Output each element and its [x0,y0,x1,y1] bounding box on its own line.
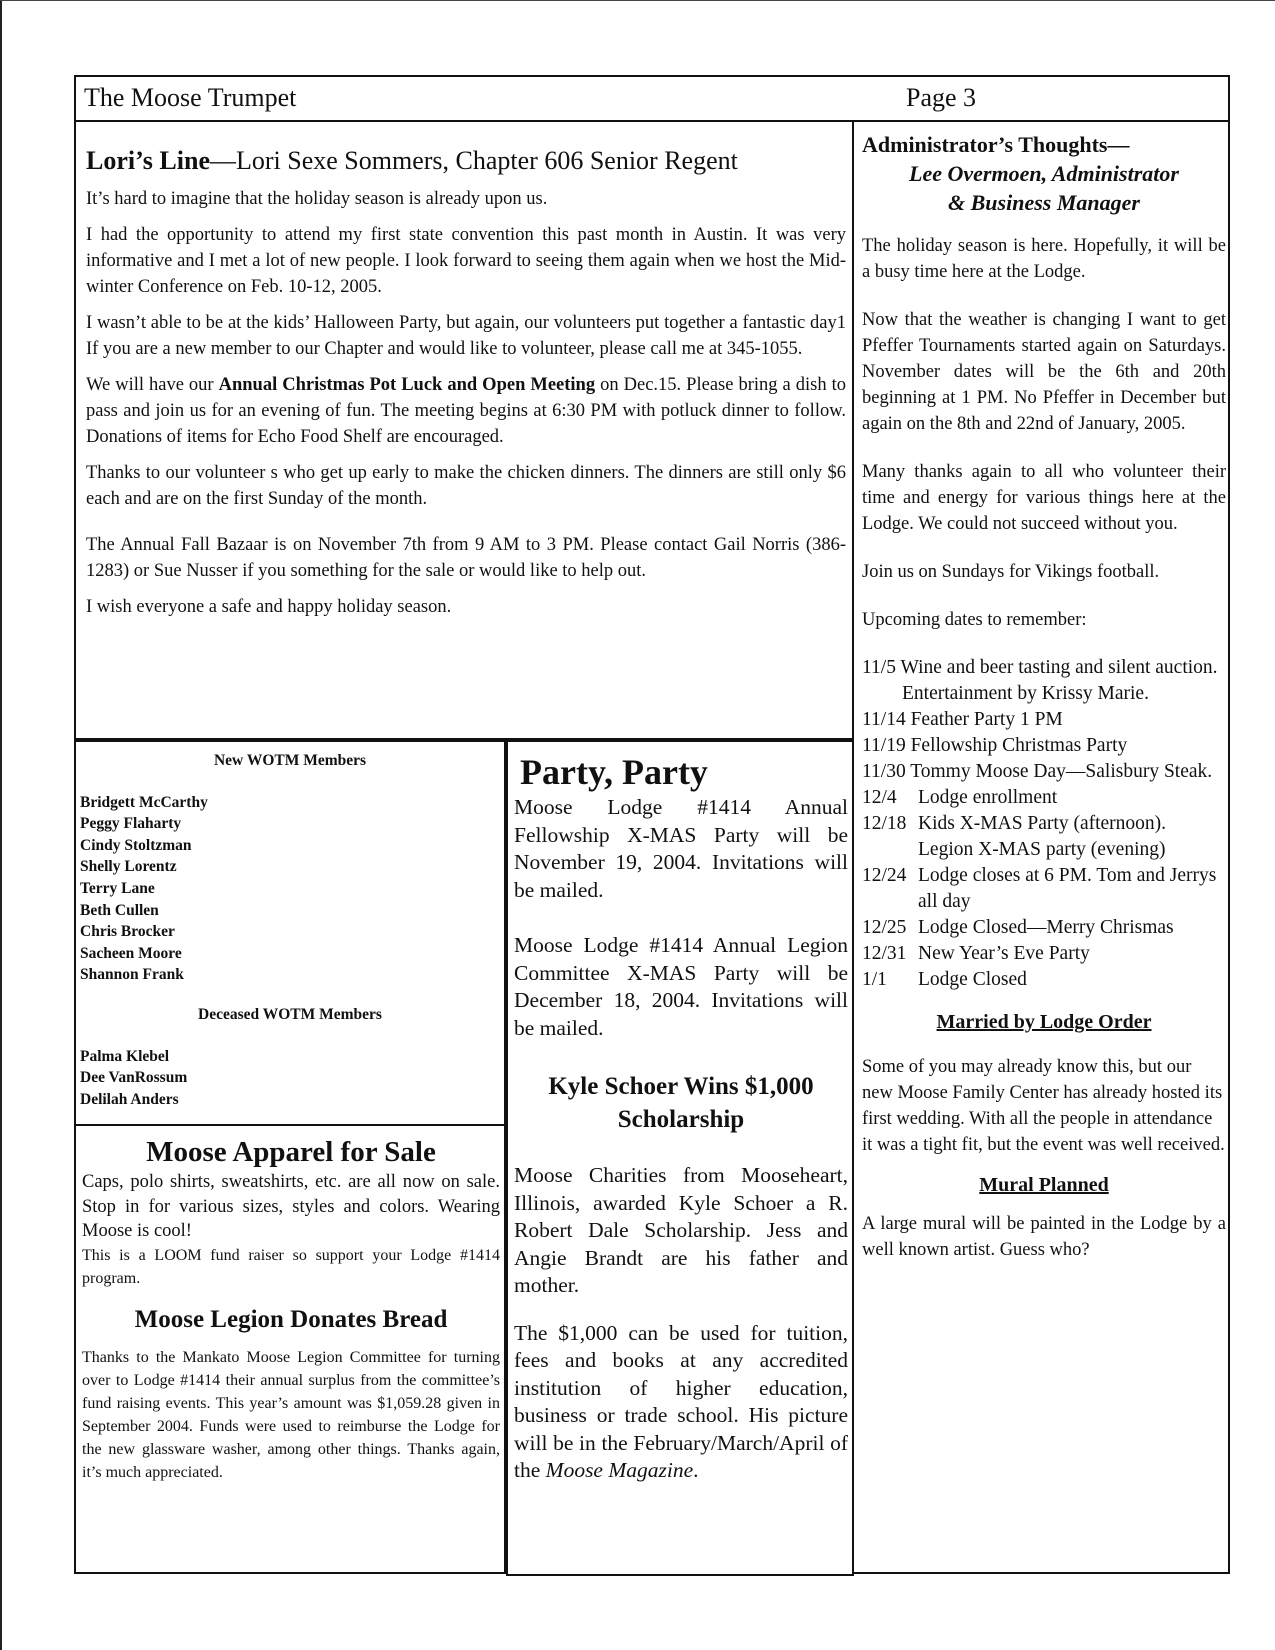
admin-paragraph-2: Now that the weather is changing I want to get Pfeffer Tournaments started again on Saturdays. November dates will be the 6th and 20th beginning at 1 PM. No Pfeffer in December but again on the 8th and 22nd of January, 2005. [862,310,1226,434]
loris-paragraph-3: I wasn’t able to be at the kids’ Halloween Party, but again, our volunteers put together a fantastic day1 If you are a new member to our Chapter and would like to volunteer, please call me at 345-1055. [86,313,846,359]
date-label: 12/4 [862,787,897,808]
loris-p4-post: on Dec.15. Please bring a dish to pass and join us for an evening of fun. The meeting begins at 6:30 PM with potluck dinner to follow. Donations of items for Echo Food Shelf are encouraged. [86,375,846,447]
scholarship-paragraph-1: Moose Charities from Mooseheart, Illinois, awarded Kyle Schoer a R. Robert Dale Scholarship. Jess and Angie Brandt are his father and mother. [514,1163,848,1297]
date-text: Lodge Closed—Merry Chrismas [918,917,1174,938]
date-item [862,863,1226,915]
member-name: Terry Lane [80,879,155,897]
date-text: Lodge enrollment [918,787,1058,808]
loris-p4-pre: We will have our [86,375,219,395]
date-item: 11/14 Feather Party 1 PM [862,709,1063,730]
apparel-heading: Moose Apparel for Sale [146,1136,436,1168]
page-edge [0,0,2,1650]
date-label: 12/24 [862,865,907,886]
member-name: Cindy Stoltzman [80,836,192,854]
scholarship-heading: Kyle Schoer Wins $1,000 Scholarship [548,1073,814,1133]
loris-paragraph-5: Thanks to our volunteer s who get up early to make the chicken dinners. The dinners are still only $6 each and are on the first Sunday of the month. [86,463,846,509]
date-item [862,941,1226,967]
member-name: Shelly Lorentz [80,858,177,876]
newsletter-title: The Moose Trumpet [84,83,297,112]
admin-heading: Administrator’s Thoughts— [862,132,1130,157]
date-label: 12/25 [862,917,907,938]
member-name: Sacheen Moore [80,944,182,962]
admin-paragraph-4: Join us on Sundays for Vikings football. [862,562,1160,582]
date-item: 11/19 Fellowship Christmas Party [862,735,1128,756]
date-item [862,967,1226,993]
loris-paragraph-2: I had the opportunity to attend my first state convention this past month in Austin. It was very informative and I met a lot of new people. I look forward to seeing them again when we host the Mid-winter Conference on Feb. 10-12, 2005. [86,225,846,297]
date-label: 12/31 [862,943,907,964]
mural-text: A large mural will be painted in the Lodge by a well known artist. Guess who? [862,1214,1226,1260]
page-number: Page 3 [906,83,977,112]
loris-paragraph-7: I wish everyone a safe and happy holiday season. [86,597,452,617]
mural-heading: Mural Planned [979,1174,1109,1196]
scholarship-paragraph-2 [514,1320,848,1485]
date-item [862,915,1226,941]
date-label: 1/1 [862,969,887,990]
loris-paragraph-1: It’s hard to imagine that the holiday season is already upon us. [86,189,548,209]
dates-intro: Upcoming dates to remember: [862,610,1087,630]
loris-line-title: Lori’s Line [86,146,210,175]
magazine-name: Moose Magazine [545,1458,694,1482]
admin-byline: Lee Overmoen, Administrator [909,161,1179,186]
party-heading: Party, Party [520,752,708,792]
party-article [506,740,854,1576]
member-name: Bridgett McCarthy [80,793,208,811]
bread-heading: Moose Legion Donates Bread [134,1305,448,1333]
newsletter-header [74,75,1230,122]
member-name: Peggy Flaharty [80,815,182,833]
member-name: Beth Cullen [80,901,159,919]
date-item [862,785,1226,811]
party-paragraph-2: Moose Lodge #1414 Annual Legion Committee X-MAS Party will be December 18, 2004. Invitations will be mailed. [514,933,848,1040]
loris-line-author: —Lori Sexe Sommers, Chapter 606 Senior Regent [209,146,738,175]
married-heading: Married by Lodge Order [936,1011,1152,1033]
loris-paragraph-6: The Annual Fall Bazaar is on November 7th from 9 AM to 3 PM. Please contact Gail Norris (386-1283) or Sue Nusser if you something for the sale or would like to help out. [86,535,846,581]
deceased-member-name: Palma Klebel [80,1047,170,1065]
member-name: Chris Brocker [80,923,175,941]
deceased-member-name: Delilah Anders [80,1090,179,1108]
date-text: New Year’s Eve Party [918,943,1090,964]
loris-paragraph-4 [86,372,846,450]
potluck-highlight: Annual Christmas Pot Luck and Open Meeting [218,375,596,395]
admin-paragraph-3: Many thanks again to all who volunteer their time and energy for various things here at the Lodge. We could not succeed without you. [862,462,1226,534]
scholarship-p2-post: . [693,1458,699,1482]
new-members-heading: New WOTM Members [213,752,367,769]
deceased-member-name: Dee VanRossum [80,1069,188,1087]
admin-paragraph-1: The holiday season is here. Hopefully, it will be a busy time here at the Lodge. [862,236,1226,282]
upcoming-dates-list [862,655,1226,993]
date-item [862,811,1226,863]
date-text: Lodge Closed [918,969,1027,990]
loris-line-article [74,120,854,740]
wotm-members-box [74,740,506,1126]
admin-byline-2: & Business Manager [948,190,1140,215]
date-label: 12/18 [862,813,907,834]
deceased-members-heading: Deceased WOTM Members [198,1005,382,1023]
date-text: Kids X-MAS Party (afternoon). Legion X-MAS party (evening) [918,813,1167,860]
date-text: Lodge closes at 6 PM. Tom and Jerrys all day [918,865,1217,912]
administrator-thoughts-column [852,120,1230,1574]
scholarship-p2-pre: The $1,000 can be used for tuition, fees and books at any accredited institution of higher education, business or trade school. His picture will be in the February/March/April of the [514,1320,848,1482]
bread-text: Thanks to the Mankato Moose Legion Committee for turning over to Lodge #1414 their annual surplus from the committee’s fund raising events. This year’s amount was $1,059.28 given in September 2004. Funds were used to reimburse the Lodge for the new glassware washer, among other things. Thanks again, it’s much appreciated. [82,1348,500,1481]
apparel-paragraph-1: Caps, polo shirts, sweatshirts, etc. are all now on sale. Stop in for various sizes, styles and colors. Wearing Moose is cool! [82,1172,500,1241]
date-item: 11/30 Tommy Moose Day—Salisbury Steak. [862,761,1213,782]
apparel-paragraph-2: This is a LOOM fund raiser so support your Lodge #1414 program. [82,1246,500,1287]
page-edge-top [0,0,1275,1]
loris-line-heading [86,146,846,176]
party-paragraph-1: Moose Lodge #1414 Annual Fellowship X-MAS Party will be November 19, 2004. Invitations will be mailed. [514,795,848,902]
married-text: Some of you may already know this, but our new Moose Family Center has already hosted its first wedding. With all the people in attendance it was a tight fit, but the event was well received. [862,1057,1225,1155]
member-name: Shannon Frank [80,966,184,984]
date-item: 11/5 Wine and beer tasting and silent auction. Entertainment by Krissy Marie. [862,657,1218,704]
apparel-article [74,1124,506,1574]
